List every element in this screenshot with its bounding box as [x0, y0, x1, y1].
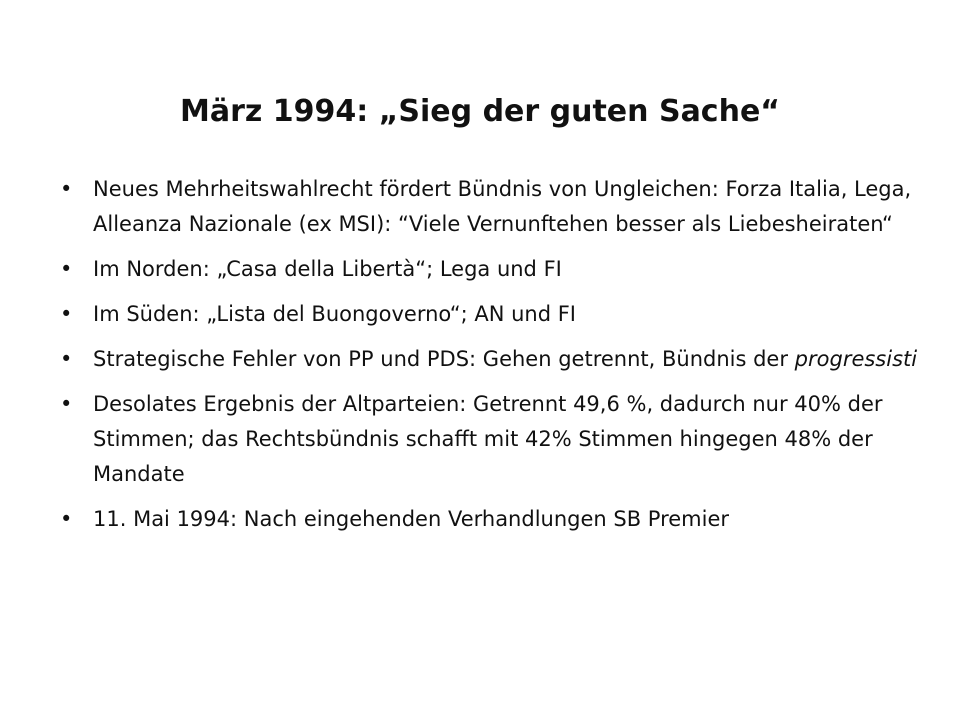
- bullet-italic-text: progressisti: [794, 347, 918, 371]
- bullet-item: [0, 252, 960, 287]
- bullet-item: [0, 387, 960, 492]
- bullet-text: Strategische Fehler von PP und PDS: Gehen getrennt, Bündnis der: [93, 347, 795, 371]
- slide-title: März 1994: „Sieg der guten Sache“: [179, 94, 781, 129]
- bullet-text: Neues Mehrheitswahlrecht fördert Bündnis von Ungleichen: Forza Italia, Lega, Alleanza Nazionale (ex MSI): “Viele Vernunftehen besser als Liebesheiraten“: [93, 177, 912, 236]
- bullet-text: Im Norden: „Casa della Libertà“; Lega und FI: [93, 257, 562, 281]
- bullet-text: Desolates Ergebnis der Altparteien: Getrennt 49,6 %, dadurch nur 40% der Stimmen; das Rechtsbündnis schafft mit 42% Stimmen hingegen 48% der Mandate: [93, 392, 883, 486]
- bullet-item: [0, 172, 960, 242]
- bullet-text: Im Süden: „Lista del Buongoverno“; AN und FI: [93, 302, 576, 326]
- bullet-item: [0, 342, 960, 377]
- bullet-text: 11. Mai 1994: Nach eingehenden Verhandlungen SB Premier: [93, 507, 730, 531]
- bullet-list: [0, 172, 960, 547]
- bullet-item: [0, 502, 960, 537]
- bullet-dot-icon: •: [60, 392, 73, 416]
- bullet-item: [0, 297, 960, 332]
- bullet-dot-icon: •: [60, 257, 73, 281]
- bullet-dot-icon: •: [60, 177, 73, 201]
- bullet-dot-icon: •: [60, 302, 73, 326]
- bullet-dot-icon: •: [60, 347, 73, 371]
- bullet-dot-icon: •: [60, 507, 73, 531]
